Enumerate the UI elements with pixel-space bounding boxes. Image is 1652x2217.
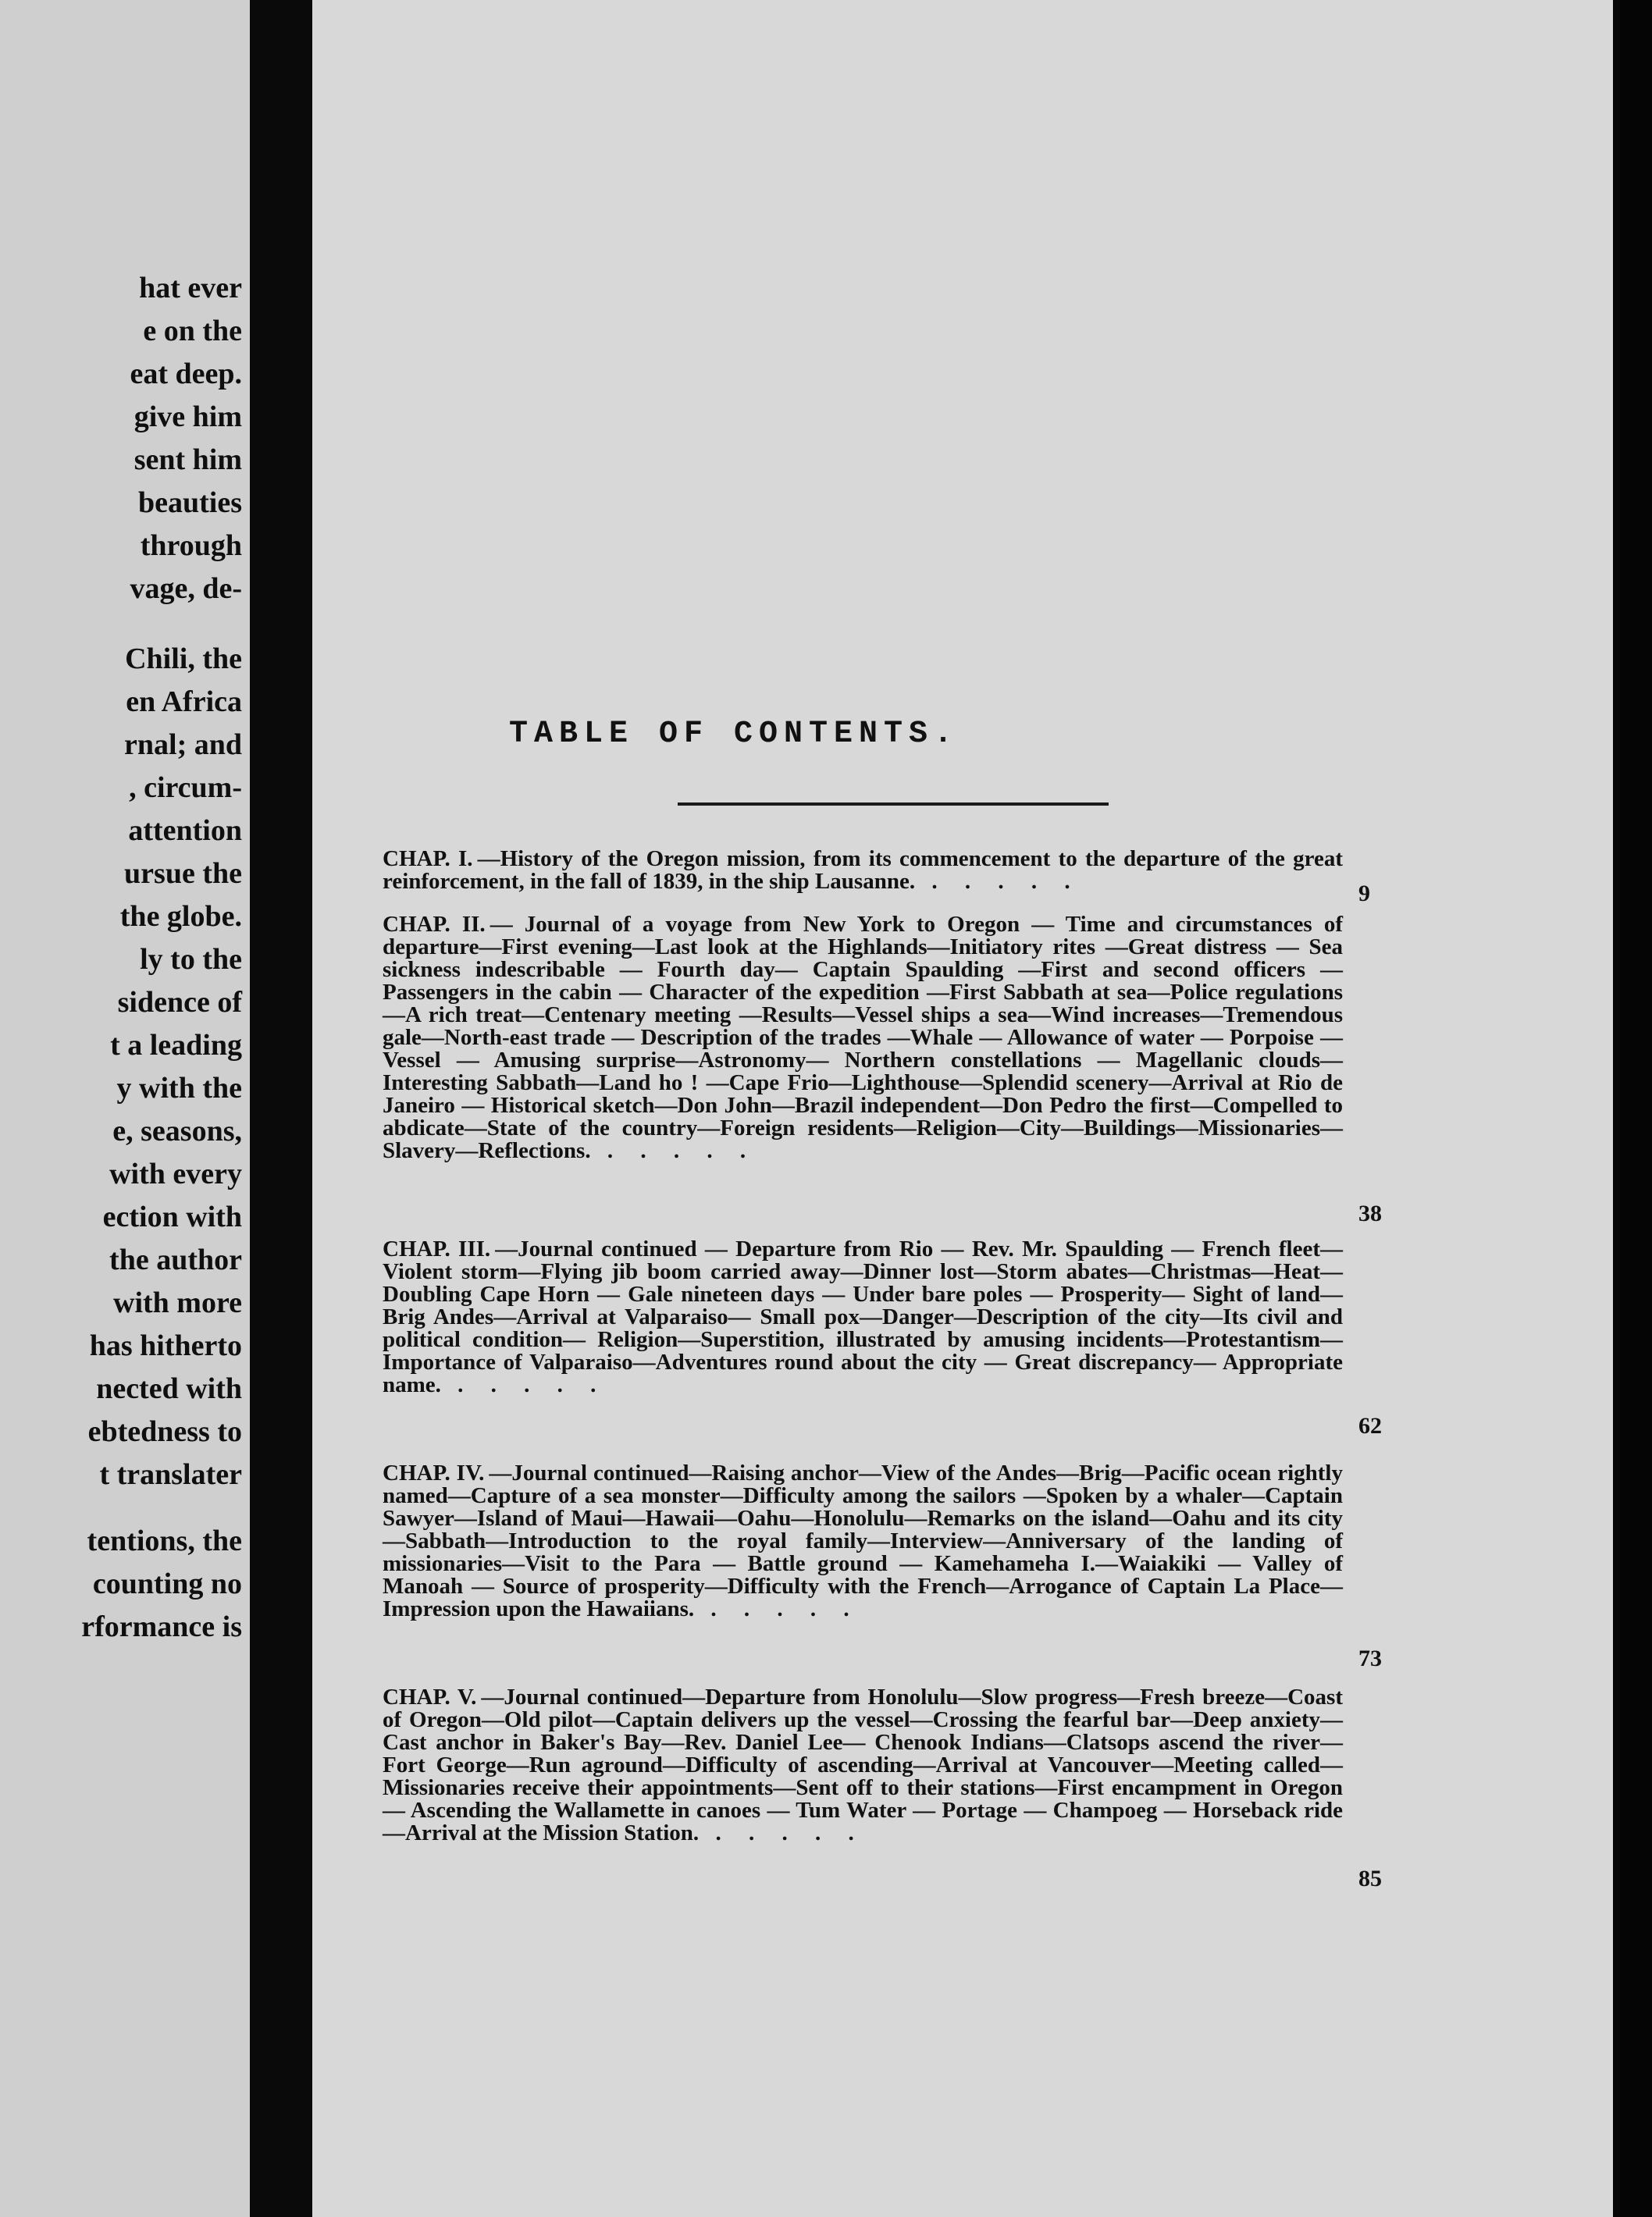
chapter-page-number: 62	[1358, 1413, 1382, 1439]
facing-page-line: with more	[113, 1286, 242, 1319]
toc-entry	[383, 913, 1343, 1162]
facing-page-line: ly to the	[140, 943, 242, 976]
facing-page-line: ection with	[102, 1201, 242, 1233]
chapter-label: CHAP. IV.	[383, 1461, 485, 1486]
facing-page-line: attention	[128, 814, 242, 847]
facing-page-line: t a leading	[110, 1029, 242, 1062]
facing-page-line: rformance is	[81, 1610, 242, 1643]
facing-page-line: sent him	[134, 443, 242, 476]
chapter-summary: —Journal continued—Raising anchor—View of the Andes—Brig—Pacific ocean rightly named—Capture of a sea monster—Difficulty among the sailors —Spoken by a whaler—Captain Sawyer—Island of Maui—Hawaii—Oahu—Honolulu—Remarks on the island—Oahu and its city—Sabbath—Introduction to the royal family—Interview—Anniversary of the landing of missionaries—Visit to the Para — Battle ground — Kamehameha I.—Waiakiki — Valley of Manoah — Source of prosperity—Difficulty with the French—Arrogance of Captain La Place—Impression upon the Hawaiians.	[383, 1461, 1343, 1621]
facing-page-line: the globe.	[119, 900, 242, 933]
facing-page-line: ebtedness to	[87, 1415, 242, 1448]
facing-page-line: tentions, the	[87, 1525, 242, 1557]
chapter-label: CHAP. II.	[383, 912, 486, 937]
facing-page-line: hat ever	[139, 272, 242, 304]
page-title: TABLE OF CONTENTS.	[508, 717, 960, 752]
facing-page-line: t translater	[99, 1458, 242, 1491]
facing-page-line: Chili, the	[125, 642, 242, 675]
facing-page-line: sidence of	[117, 986, 242, 1019]
chapter-page-number: 9	[1358, 881, 1370, 906]
title-rule	[678, 802, 1109, 806]
facing-page-line: ursue the	[124, 857, 242, 890]
book-gutter	[250, 0, 312, 2217]
facing-page-line: eat deep.	[130, 358, 242, 390]
dot-leaders: . . . . .	[915, 869, 1081, 894]
toc-entry	[383, 848, 1343, 893]
facing-page	[0, 0, 250, 2217]
facing-page-line: the author	[109, 1244, 242, 1276]
facing-page-line: rnal; and	[124, 728, 242, 761]
facing-page-line: has hitherto	[89, 1329, 242, 1362]
toc-entry	[383, 1686, 1343, 1845]
chapter-page-number: 38	[1358, 1201, 1382, 1226]
facing-page-line: , circum-	[129, 771, 242, 804]
page-edge	[1613, 0, 1652, 2217]
chapter-label: CHAP. V.	[383, 1685, 477, 1710]
dot-leaders: . . . . .	[440, 1372, 607, 1397]
facing-page-line: vage, de-	[130, 572, 242, 605]
dot-leaders: . . . . .	[699, 1820, 865, 1845]
facing-page-line: beauties	[138, 486, 242, 519]
chapter-summary: —History of the Oregon mission, from its commencement to the departure of the great reinforcement, in the fall of 1839, in the ship Lausanne.	[383, 846, 1343, 894]
toc-entry	[383, 1238, 1343, 1397]
facing-page-line: give him	[134, 400, 242, 433]
facing-page-line: through	[140, 529, 242, 562]
chapter-page-number: 73	[1358, 1646, 1382, 1671]
facing-page-line: counting no	[92, 1568, 242, 1600]
chapter-summary: — Journal of a voyage from New York to Oregon — Time and circumstances of departure—First evening—Last look at the Highlands—Initiatory rites —Great distress — Sea sickness indescribable — Fourth day— Captain Spaulding —First and second officers — Passengers in the cabin — Character of the expedition —First Sabbath at sea—Police regulations—A rich treat—Centenary meeting —Results—Vessel ships a sea—Wind increases—Tremendous gale—North-east trade — Description of the trades —Whale — Allowance of water — Porpoise — Vessel — Amusing surprise—Astronomy— Northern constellations — Magellanic clouds—Interesting Sabbath—Land ho ! —Cape Frio—Lighthouse—Splendid scenery—Arrival at Rio de Janeiro — Historical sketch—Don John—Brazil independent—Don Pedro the first—Compelled to abdicate—State of the country—Foreign residents—Religion—City—Buildings—Missionaries—Slavery—Reflections.	[383, 912, 1343, 1163]
facing-page-line: with every	[109, 1158, 242, 1190]
toc-entry	[383, 1462, 1343, 1621]
facing-page-line: en Africa	[126, 685, 242, 718]
chapter-label: CHAP. I.	[383, 846, 473, 871]
facing-page-line: y with the	[116, 1072, 242, 1105]
chapter-summary: —Journal continued—Departure from Honolulu—Slow progress—Fresh breeze—Coast of Oregon—Old pilot—Captain delivers up the vessel—Crossing the fearful bar—Deep anxiety—Cast anchor in Baker's Bay—Rev. Daniel Lee— Chenook Indians—Clatsops ascend the river—Fort George—Run aground—Difficulty of ascending—Arrival at Vancouver—Meeting called—Missionaries receive their appointments—Sent off to their stations—First encampment in Oregon— Ascending the Wallamette in canoes — Tum Water — Portage — Champoeg — Horseback ride—Arrival at the Mission Station.	[383, 1685, 1343, 1845]
chapter-summary: —Journal continued — Departure from Rio — Rev. Mr. Spaulding — French fleet—Violent storm—Flying jib boom carried away—Dinner lost—Storm abates—Christmas—Heat—Doubling Cape Horn — Gale nineteen days — Under bare poles — Prosperity— Sight of land—Brig Andes—Arrival at Valparaiso— Small pox—Danger—Description of the city—Its civil and political condition— Religion—Superstition, illustrated by amusing incidents—Protestantism—Importance of Valparaiso—Adventures round about the city — Great discrepancy— Appropriate name.	[383, 1237, 1343, 1397]
dot-leaders: . . . . .	[590, 1138, 757, 1163]
facing-page-line: nected with	[96, 1372, 242, 1405]
dot-leaders: . . . . .	[694, 1596, 860, 1621]
chapter-page-number: 85	[1358, 1866, 1382, 1891]
facing-page-line: e, seasons,	[112, 1115, 242, 1148]
chapter-label: CHAP. III.	[383, 1237, 491, 1262]
facing-page-line: e on the	[143, 315, 242, 347]
